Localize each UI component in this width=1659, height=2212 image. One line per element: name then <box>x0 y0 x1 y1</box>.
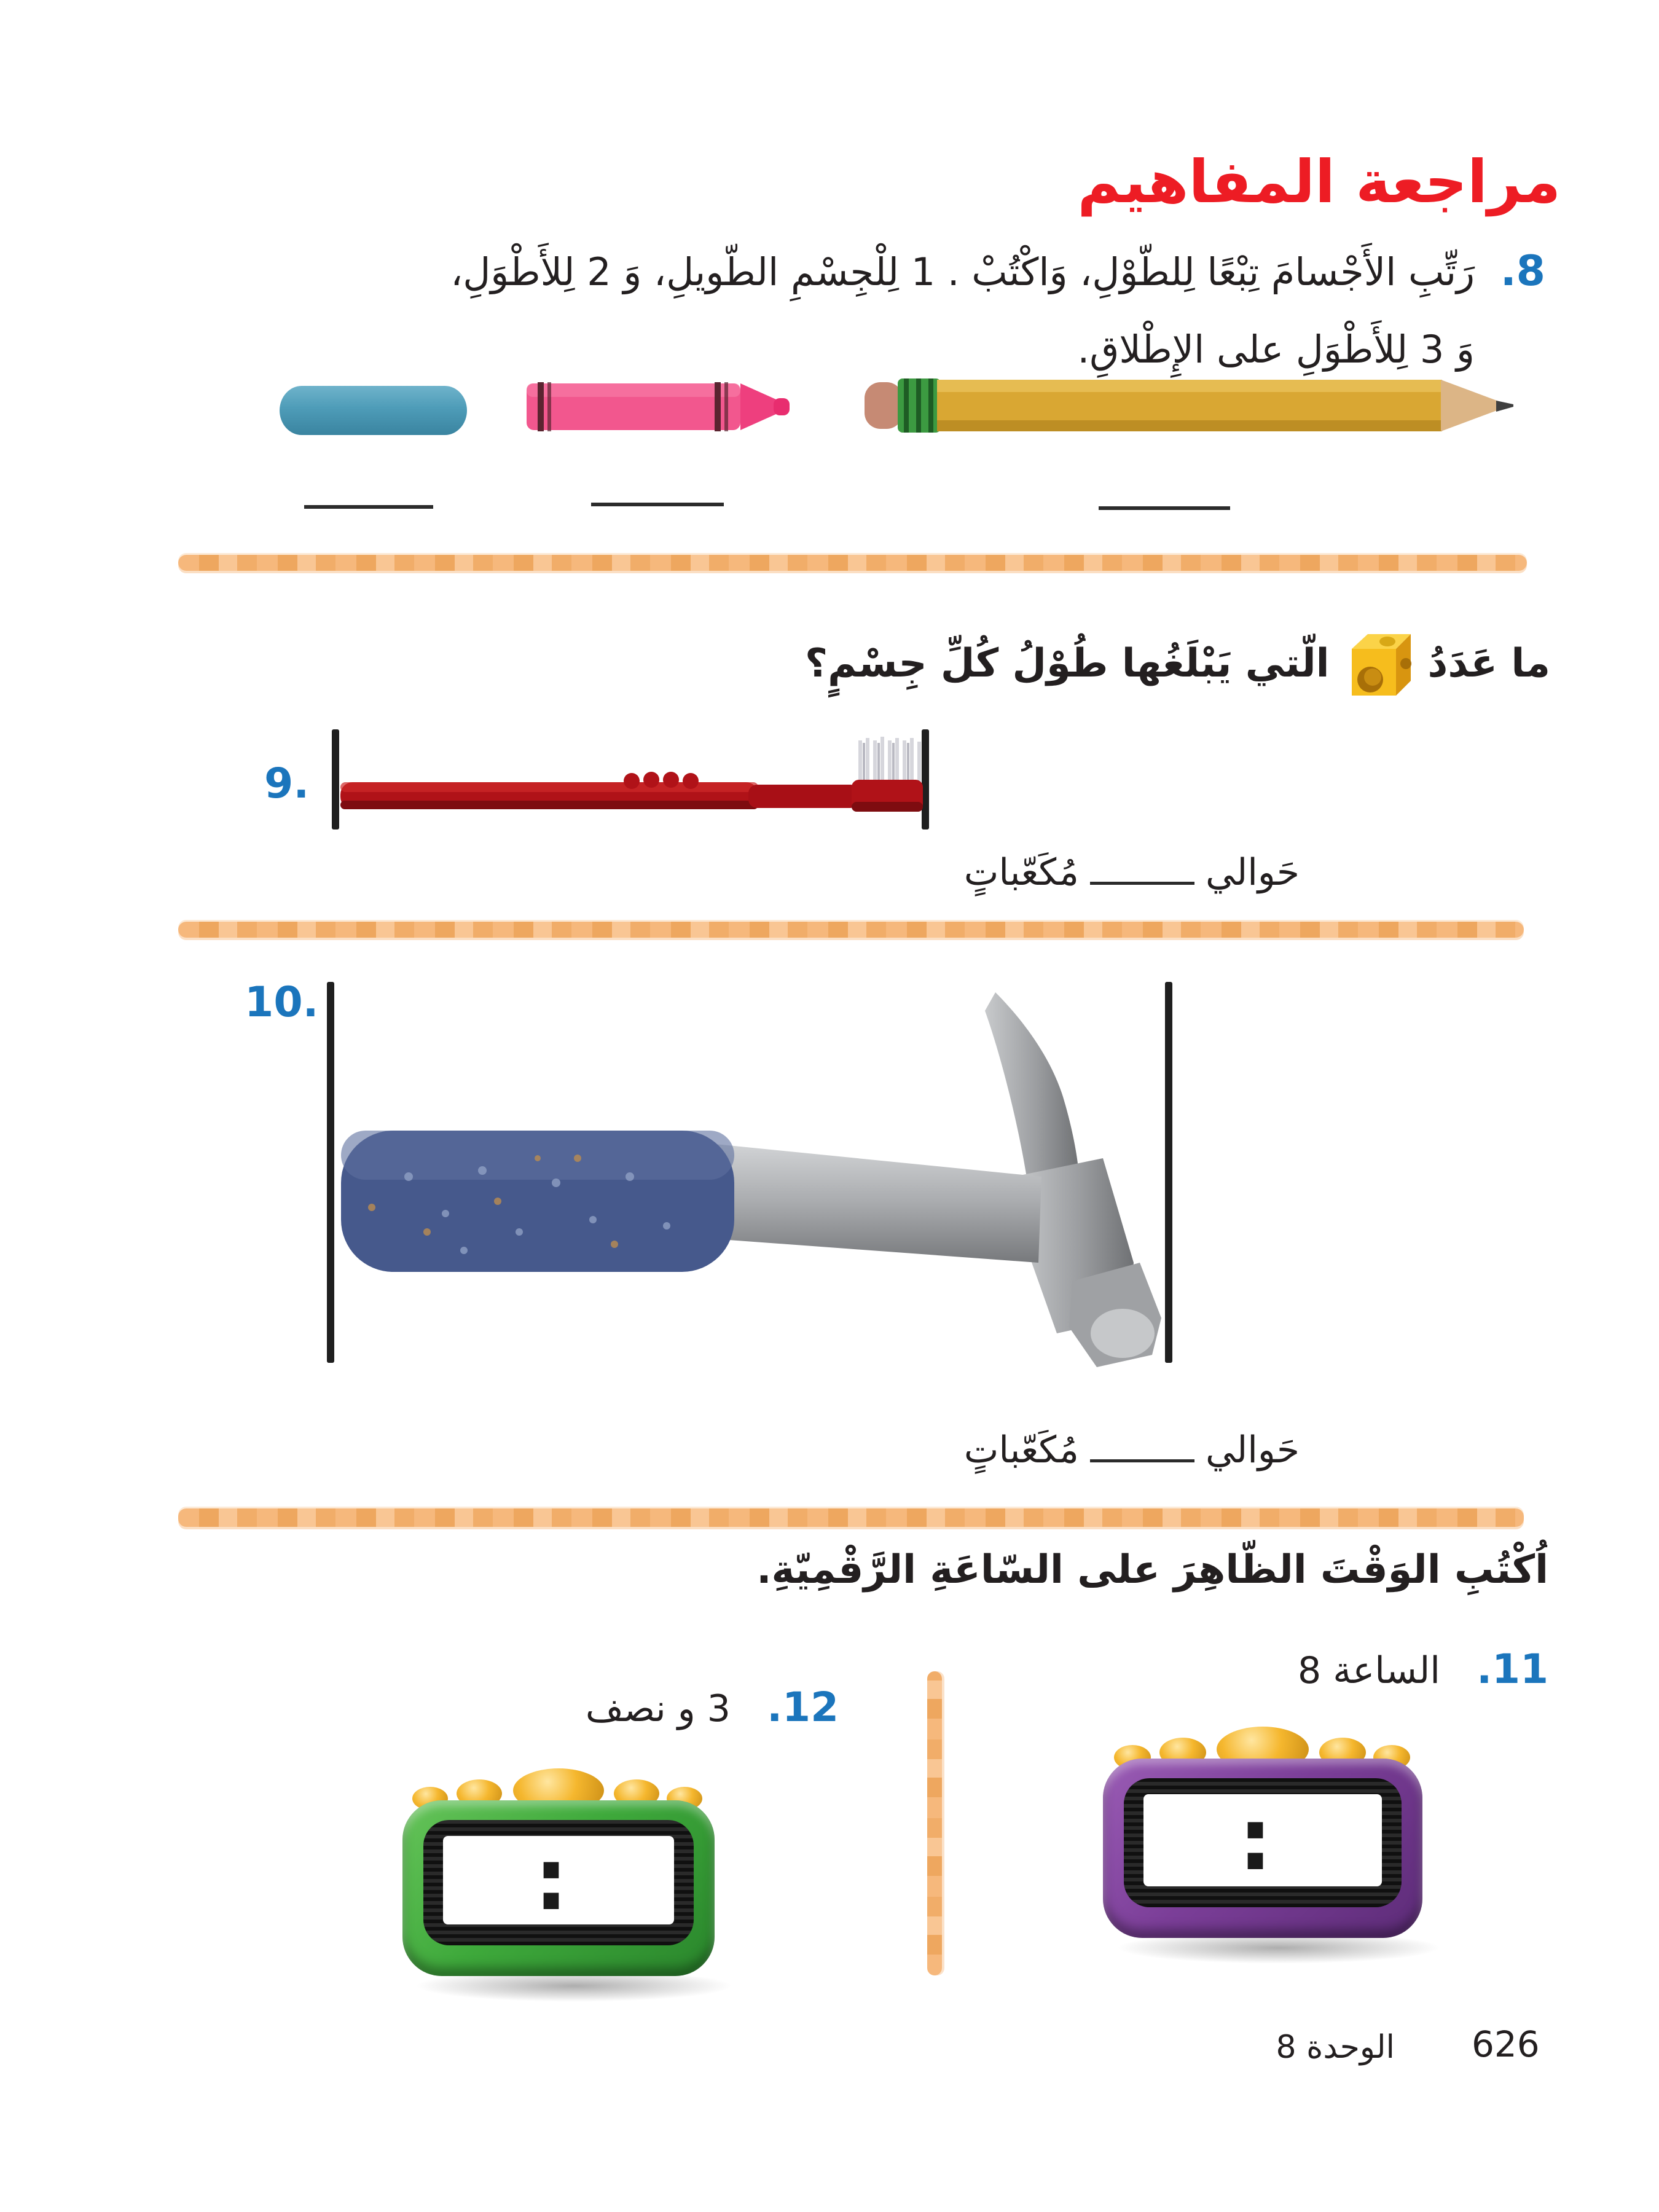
cube-question-before: ما عَدَدُ <box>1427 641 1550 686</box>
q10-answer-blank[interactable] <box>1090 1454 1194 1462</box>
question-8-text-line2: وَ 3 لِلأَطْوَلِ على الإِطْلاقِ. <box>1077 327 1475 372</box>
question-9-number: 9. <box>264 759 310 808</box>
section-divider <box>178 922 1524 938</box>
q8-answer-blank-2[interactable] <box>591 483 724 506</box>
clock-section-instruction: اُكْتُبِ الوَقْتَ الظّاهِرَ على السّاعَةِ الرَّقْمِيّةِ. <box>756 1547 1548 1593</box>
yellow-pencil-icon <box>863 369 1515 442</box>
section-divider <box>178 1508 1524 1527</box>
clock-frame <box>402 1800 715 1976</box>
q9-about-label: حَوالي <box>1205 851 1300 894</box>
unit-label: الوحدة 8 <box>1276 2029 1395 2066</box>
question-11-line <box>1149 1645 1548 1693</box>
clock-frame <box>1103 1759 1422 1938</box>
question-11-number: 11. <box>1477 1645 1548 1693</box>
section-divider <box>178 555 1527 571</box>
clock-bezel <box>1124 1778 1402 1907</box>
question-8-line1 <box>359 247 1545 296</box>
column-divider <box>927 1671 942 1975</box>
clock-colon: : <box>534 1830 568 1930</box>
pink-crayon-icon <box>519 374 793 441</box>
q10-about-label: حَوالي <box>1205 1429 1300 1472</box>
clock-screen[interactable] <box>443 1830 674 1930</box>
q9-unit-label: مُكَعّباتٍ <box>963 851 1079 894</box>
blue-chalk-icon <box>280 386 467 435</box>
cube-question-line <box>782 628 1550 699</box>
toothbrush-icon <box>337 728 927 839</box>
page-number: 626 <box>1472 2023 1540 2065</box>
question-8-text-line1: رَتِّبِ الأَجْسامَ تِبْعًا لِلطّوْلِ، وَاكْتُبْ . 1 لِلْجِسْمِ الطّويلِ، وَ 2 لِلأَطْوَلِ، <box>450 249 1475 294</box>
purple-digital-clock <box>1103 1727 1422 1955</box>
q8-answer-blank-1[interactable] <box>304 485 433 509</box>
cube-question-after: الّتي يَبْلَغُها طُوْلُ كُلِّ جِسْمٍ؟ <box>805 641 1330 686</box>
question-12-line <box>445 1684 839 1731</box>
clock-screen[interactable] <box>1143 1790 1382 1890</box>
q10-unit-label: مُكَعّباتٍ <box>963 1429 1079 1472</box>
snap-cube-icon <box>1346 628 1412 699</box>
question-12-number: 12. <box>767 1684 839 1731</box>
q10-answer-line <box>931 1429 1300 1472</box>
question-12-label: 3 و نصف <box>585 1687 731 1730</box>
q9-answer-blank[interactable] <box>1090 877 1194 885</box>
question-10-number: 10. <box>245 978 319 1027</box>
green-digital-clock <box>402 1768 715 1993</box>
page-title: مراجعة المفاهيم <box>1077 147 1561 216</box>
question-11-label: الساعة 8 <box>1297 1649 1440 1692</box>
clock-bezel <box>423 1820 694 1945</box>
clock-colon: : <box>1238 1790 1273 1890</box>
q9-answer-line <box>931 851 1300 894</box>
question-8-number: 8. <box>1500 247 1545 296</box>
q10-right-measure-line <box>1165 982 1172 1363</box>
q10-left-measure-line <box>327 982 334 1363</box>
hammer-icon <box>335 974 1161 1373</box>
q8-answer-blank-3[interactable] <box>1099 487 1230 510</box>
